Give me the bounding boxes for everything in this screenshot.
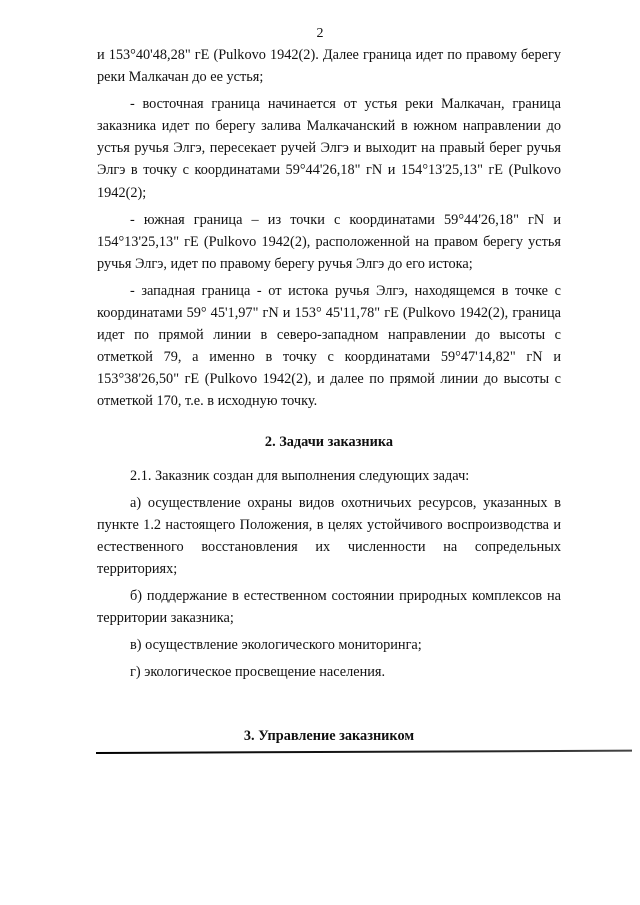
paragraph-south-border: - южная граница – из точки с координатами 59°44'26,18" гN и 154°13'25,13" гЕ (Pulkovo 1942(2), расположенной на правом берегу устья ручья Элгэ, идет по правому берегу ручья Элгэ до его истока; <box>97 211 561 272</box>
paragraph-task-d: г) экологическое просвещение населения. <box>130 664 386 681</box>
paragraph-task-c: в) осуществление экологического мониторинга; <box>130 637 422 654</box>
paragraph-west-border: - западная граница - от истока ручья Элгэ, находящемся в точке с координатами 59° 45'1,97" гN и 153° 45'11,78" гЕ (Pulkovo 1942(2), граница идет по прямой линии в северо-западном направлении до высоты с отметкой 79, а именно в точку с координатами 59°47'14,82" гN и 153°38'26,50" гЕ (Pulkovo 1942(2), и далее по прямой линии до высоты с отметкой 170, т.е. в исходную точку. <box>97 282 561 410</box>
horizontal-rule <box>96 750 632 754</box>
page-number: 2 <box>316 26 324 41</box>
paragraph-2-1: 2.1. Заказник создан для выполнения следующих задач: <box>130 467 470 484</box>
section-3-heading: 3. Управление заказником <box>243 728 415 745</box>
paragraph-task-a: а) осуществление охраны видов охотничьих ресурсов, указанных в пункте 1.2 настоящего Положения, в целях устойчивого воспроизводства и естественного восстановления их численности на сопредельных территориях; <box>97 494 561 577</box>
paragraph-east-border: - восточная граница начинается от устья реки Малкачан, граница заказника идет по берегу залива Малкачанский в южном направлении до устья ручья Элгэ, пересекает ручей Элгэ и выходит на правый берег ручья Элгэ в точку с координатами 59°44'26,18" гN и 154°13'25,13" гЕ (Pulkovo 1942(2); <box>97 96 561 201</box>
section-2-heading: 2. Задачи заказника <box>264 433 394 450</box>
paragraph-task-b: б) поддержание в естественном состоянии природных комплексов на территории заказника; <box>97 587 561 627</box>
paragraph-continuation: и 153°40'48,28" гЕ (Pulkovo 1942(2). Далее граница идет по правому берегу реки Малкачан до ее устья; <box>97 47 561 86</box>
document-body <box>97 44 561 747</box>
